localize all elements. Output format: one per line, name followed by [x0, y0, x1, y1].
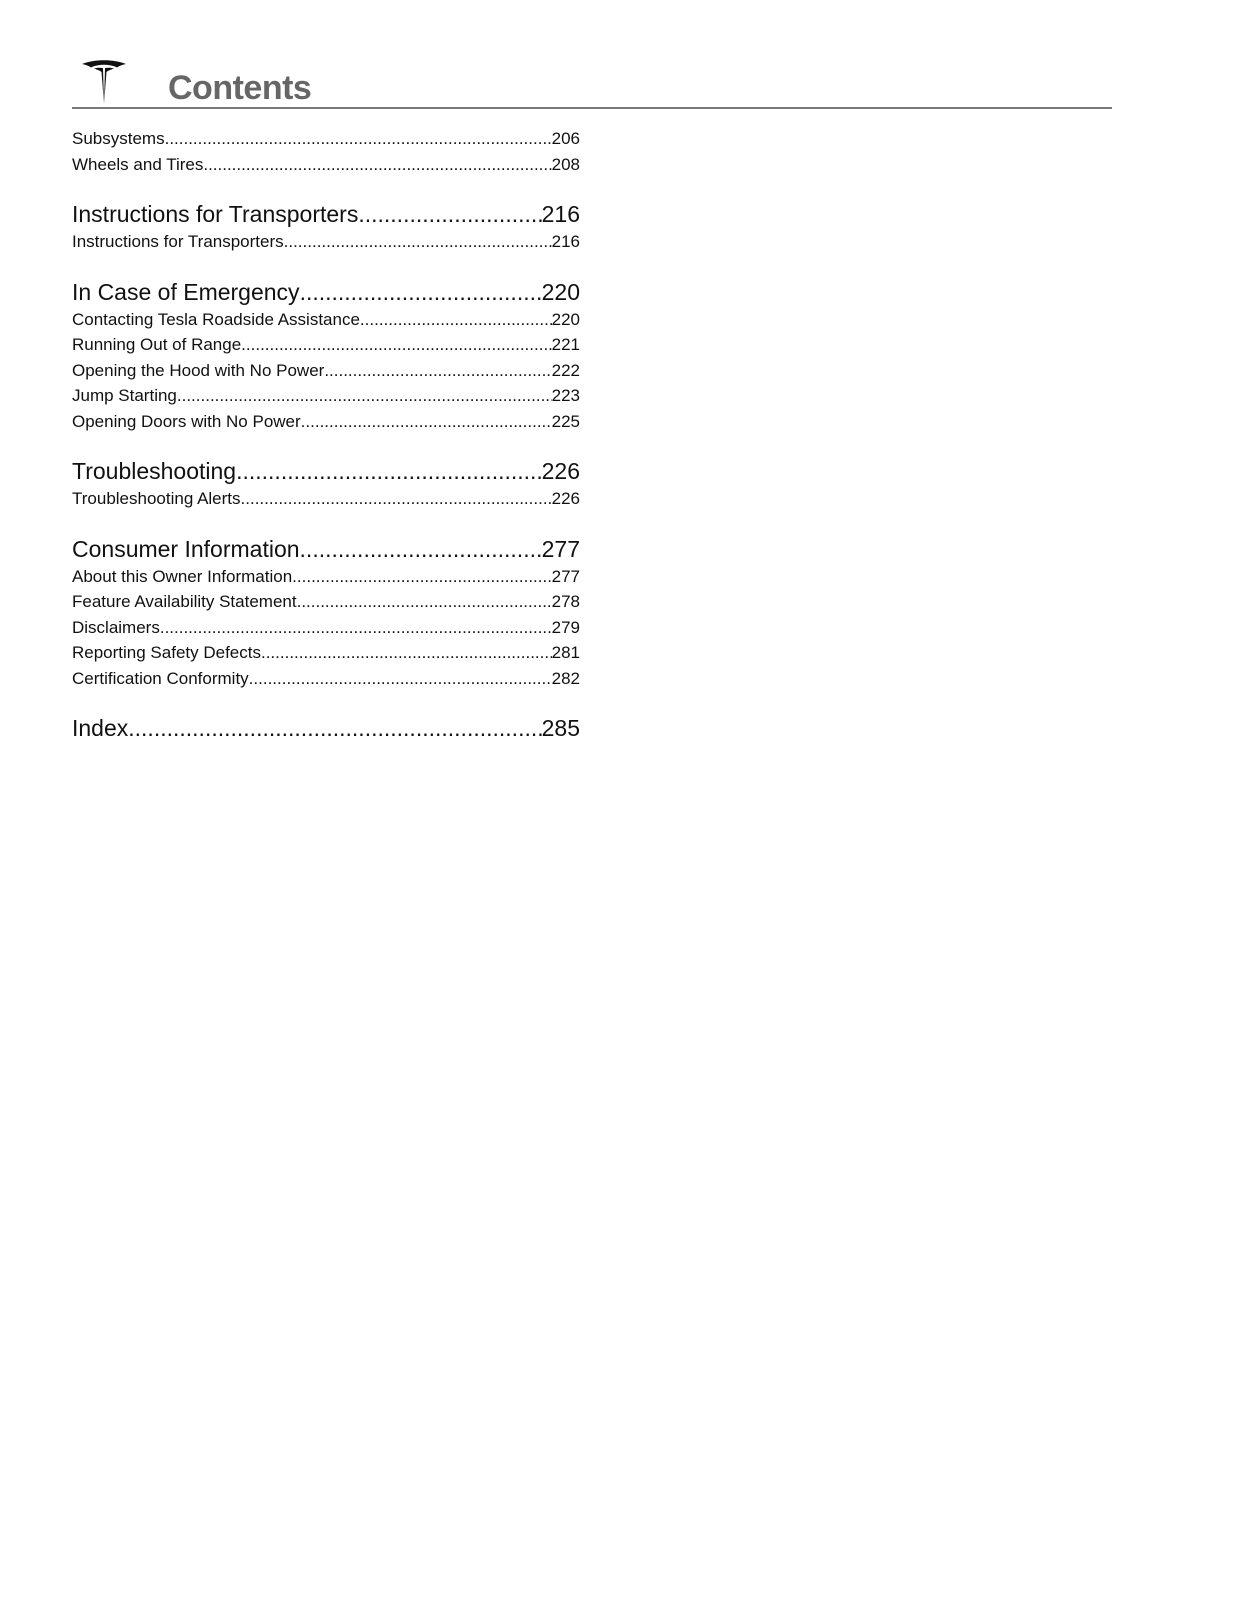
toc-entry-label: Troubleshooting Alerts: [72, 489, 241, 508]
page-number: 216: [551, 232, 580, 251]
toc-entry-label: Subsystems: [72, 129, 165, 148]
dot-leader: [297, 589, 552, 615]
toc-entry[interactable]: [72, 409, 580, 435]
toc-entry[interactable]: [72, 564, 580, 590]
toc-entry[interactable]: [72, 332, 580, 358]
page-number: 285: [541, 715, 580, 741]
dot-leader: [241, 332, 551, 358]
page-header: [72, 52, 1112, 110]
toc-entry[interactable]: [72, 152, 580, 178]
dot-leader: [249, 666, 552, 692]
page-number: 277: [551, 566, 580, 586]
dot-leader: [203, 152, 551, 178]
toc-entry[interactable]: [72, 589, 580, 615]
dot-leader: [160, 615, 552, 641]
toc-entry-label: Jump Starting: [72, 386, 177, 405]
page-number: 282: [551, 668, 580, 688]
toc-entry[interactable]: [72, 383, 580, 409]
toc-section-heading[interactable]: [72, 199, 580, 229]
page-number: 221: [551, 335, 580, 354]
tesla-logo-icon: [80, 58, 128, 106]
page-number: 281: [551, 643, 580, 662]
toc-entry-label: Certification Conformity: [72, 668, 249, 688]
dot-leader: [236, 456, 542, 486]
dot-leader: [300, 277, 542, 307]
toc-entry-label: Running Out of Range: [72, 335, 242, 354]
toc-entry-label: Instructions for Transporters: [72, 232, 284, 251]
page-number: 206: [551, 129, 580, 148]
header-divider: [72, 107, 1112, 109]
toc-section: [72, 277, 580, 435]
dot-leader: [360, 307, 552, 333]
toc-entry[interactable]: [72, 640, 580, 666]
dot-leader: [301, 409, 552, 435]
page-number: 226: [551, 489, 580, 508]
page-number: 220: [551, 309, 580, 329]
toc-entry[interactable]: [72, 666, 580, 692]
table-of-contents: [72, 126, 580, 765]
dot-leader: [261, 640, 552, 666]
toc-entry[interactable]: [72, 358, 580, 384]
toc-section-label: Index: [72, 715, 129, 741]
toc-entry-label: About this Owner Information: [72, 566, 293, 586]
dot-leader: [292, 564, 551, 590]
dot-leader: [128, 713, 541, 743]
page-number: 225: [551, 411, 580, 431]
page-number: 278: [551, 592, 580, 611]
toc-entry[interactable]: [72, 486, 580, 512]
toc-entry-label: Wheels and Tires: [72, 154, 204, 174]
toc-entry[interactable]: [72, 229, 580, 255]
toc-entry[interactable]: [72, 615, 580, 641]
toc-entry-label: Opening Doors with No Power: [72, 411, 301, 431]
toc-entry[interactable]: [72, 307, 580, 333]
page-number: 279: [551, 617, 580, 637]
toc-entry-label: Reporting Safety Defects: [72, 643, 261, 662]
toc-section: [72, 534, 580, 692]
dot-leader: [300, 534, 542, 564]
toc-entry-label: Feature Availability Statement: [72, 592, 297, 611]
toc-entry-label: Disclaimers: [72, 617, 160, 637]
toc-section-heading[interactable]: [72, 534, 580, 564]
dot-leader: [165, 126, 552, 152]
toc-section-label: In Case of Emergency: [72, 278, 300, 305]
toc-section: [72, 456, 580, 512]
page-number: 277: [541, 535, 580, 562]
toc-section-label: Troubleshooting: [72, 458, 237, 484]
toc-entry-label: Contacting Tesla Roadside Assistance: [72, 309, 360, 329]
dot-leader: [358, 199, 541, 229]
page-title: Contents: [168, 69, 312, 107]
page-number: 216: [541, 201, 580, 227]
toc-section-heading[interactable]: [72, 456, 580, 486]
dot-leader: [177, 383, 552, 409]
toc-section: [72, 199, 580, 255]
toc-section: [72, 713, 580, 743]
page-number: 222: [551, 360, 580, 380]
dot-leader: [324, 358, 551, 384]
page-number: 208: [551, 154, 580, 174]
page-number: 226: [541, 458, 580, 484]
toc-entry[interactable]: [72, 126, 580, 152]
toc-lead-block: [72, 126, 580, 177]
toc-section-heading[interactable]: [72, 277, 580, 307]
dot-leader: [284, 229, 552, 255]
page-number: 220: [541, 278, 580, 305]
page-number: 223: [551, 386, 580, 405]
dot-leader: [241, 486, 552, 512]
toc-section-heading[interactable]: [72, 713, 580, 743]
toc-entry-label: Opening the Hood with No Power: [72, 360, 325, 380]
toc-section-label: Consumer Information: [72, 535, 300, 562]
toc-section-label: Instructions for Transporters: [72, 201, 359, 227]
